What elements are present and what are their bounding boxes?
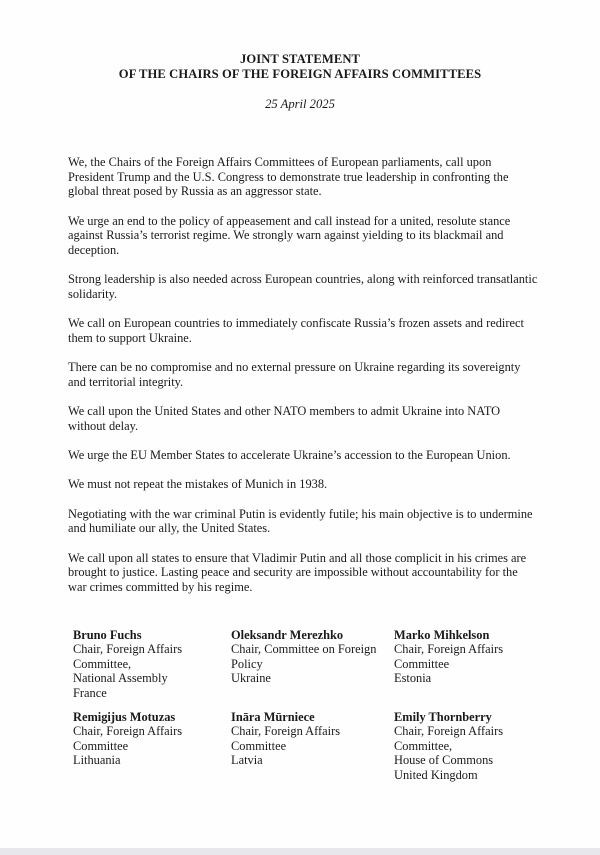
signatory-title: Policy [231, 656, 263, 671]
signatory-row-2 [73, 710, 553, 782]
paragraph-7: We urge the EU Member States to accelerate Ukraine’s accession to the European Union. [68, 448, 511, 463]
signatory-country: France [73, 685, 107, 700]
signatory [231, 710, 394, 782]
signatory-name: Remigijus Motuzas [73, 710, 176, 725]
signatory [394, 628, 544, 700]
paragraph-9: Negotiating with the war criminal Putin is evidently futile; his main objective is to undermine and humiliate our ally, the United States. [68, 506, 533, 536]
signatory [231, 628, 394, 700]
signatory-row-1 [73, 628, 553, 700]
signatory-name: Oleksandr Merezhko [231, 628, 344, 642]
signatory-title: Committee [394, 656, 450, 671]
signatory-institution: House of Commons [394, 753, 494, 768]
signatory [73, 628, 231, 700]
signatory-title: Chair, Foreign Affairs [73, 642, 183, 657]
signatory-country: Lithuania [73, 753, 121, 768]
signatory-name: Emily Thornberry [394, 710, 492, 725]
page-bottom-edge [0, 848, 600, 855]
signatory-title: Chair, Foreign Affairs [394, 642, 504, 657]
signatory-name: Ināra Mūrniece [231, 710, 315, 725]
signatory-name: Marko Mihkelson [394, 628, 490, 642]
paragraph-4: We call on European countries to immediately confiscate Russia’s frozen assets and redirect them to support Ukraine. [68, 316, 524, 345]
signatory-name: Bruno Fuchs [73, 628, 142, 642]
paragraph-1: We, the Chairs of the Foreign Affairs Committees of European parliaments, call upon President Trump and the U.S. Congress to demonstrate true leadership in confronting the global threat posed by Russia as an aggressor state. [68, 155, 509, 199]
paragraph-6: We call upon the United States and other NATO members to admit Ukraine into NATO without delay. [68, 404, 501, 433]
signatory-country: Estonia [394, 671, 432, 686]
signatory-title: Chair, Foreign Affairs [394, 724, 504, 739]
signatory-title: Committee [231, 738, 287, 753]
paragraph-5: There can be no compromise and no external pressure on Ukraine regarding its sovereignty and territorial integrity. [68, 360, 521, 389]
document-date: 25 April 2025 [265, 97, 335, 111]
signatories [73, 628, 553, 792]
paragraph-8: We must not repeat the mistakes of Munich in 1938. [68, 477, 328, 492]
signatory-institution: National Assembly [73, 671, 168, 686]
statement-body [68, 155, 538, 609]
signatory-title: Chair, Foreign Affairs [73, 724, 183, 739]
signatory-title: Chair, Committee on Foreign [231, 642, 377, 657]
signatory-country: Latvia [231, 753, 263, 768]
paragraph-10: We call upon all states to ensure that Vladimir Putin and all those complicit in his crimes are brought to justice. Lasting peace and security are impossible without accountability for the war crimes committed by his regime. [68, 550, 527, 595]
title-line-2: OF THE CHAIRS OF THE FOREIGN AFFAIRS COMMITTEES [118, 67, 482, 81]
paragraph-2: We urge an end to the policy of appeasement and call instead for a united, resolute stance against Russia’s terrorist regime. We strongly warn against yielding to its blackmail and deception. [68, 213, 511, 257]
signatory-country: United Kingdom [394, 767, 478, 782]
signatory-title: Committee, [73, 656, 132, 671]
signatory [394, 710, 544, 782]
signatory-country: Ukraine [231, 671, 271, 686]
signatory-title: Committee, [394, 738, 453, 753]
paragraph-3: Strong leadership is also needed across European countries, along with reinforced transatlantic solidarity. [68, 272, 538, 301]
signatory-title: Chair, Foreign Affairs [231, 724, 341, 739]
signatory [73, 710, 231, 782]
document-header [0, 52, 600, 112]
signatory-title: Committee [73, 738, 129, 753]
title-line-1: JOINT STATEMENT [239, 52, 361, 66]
